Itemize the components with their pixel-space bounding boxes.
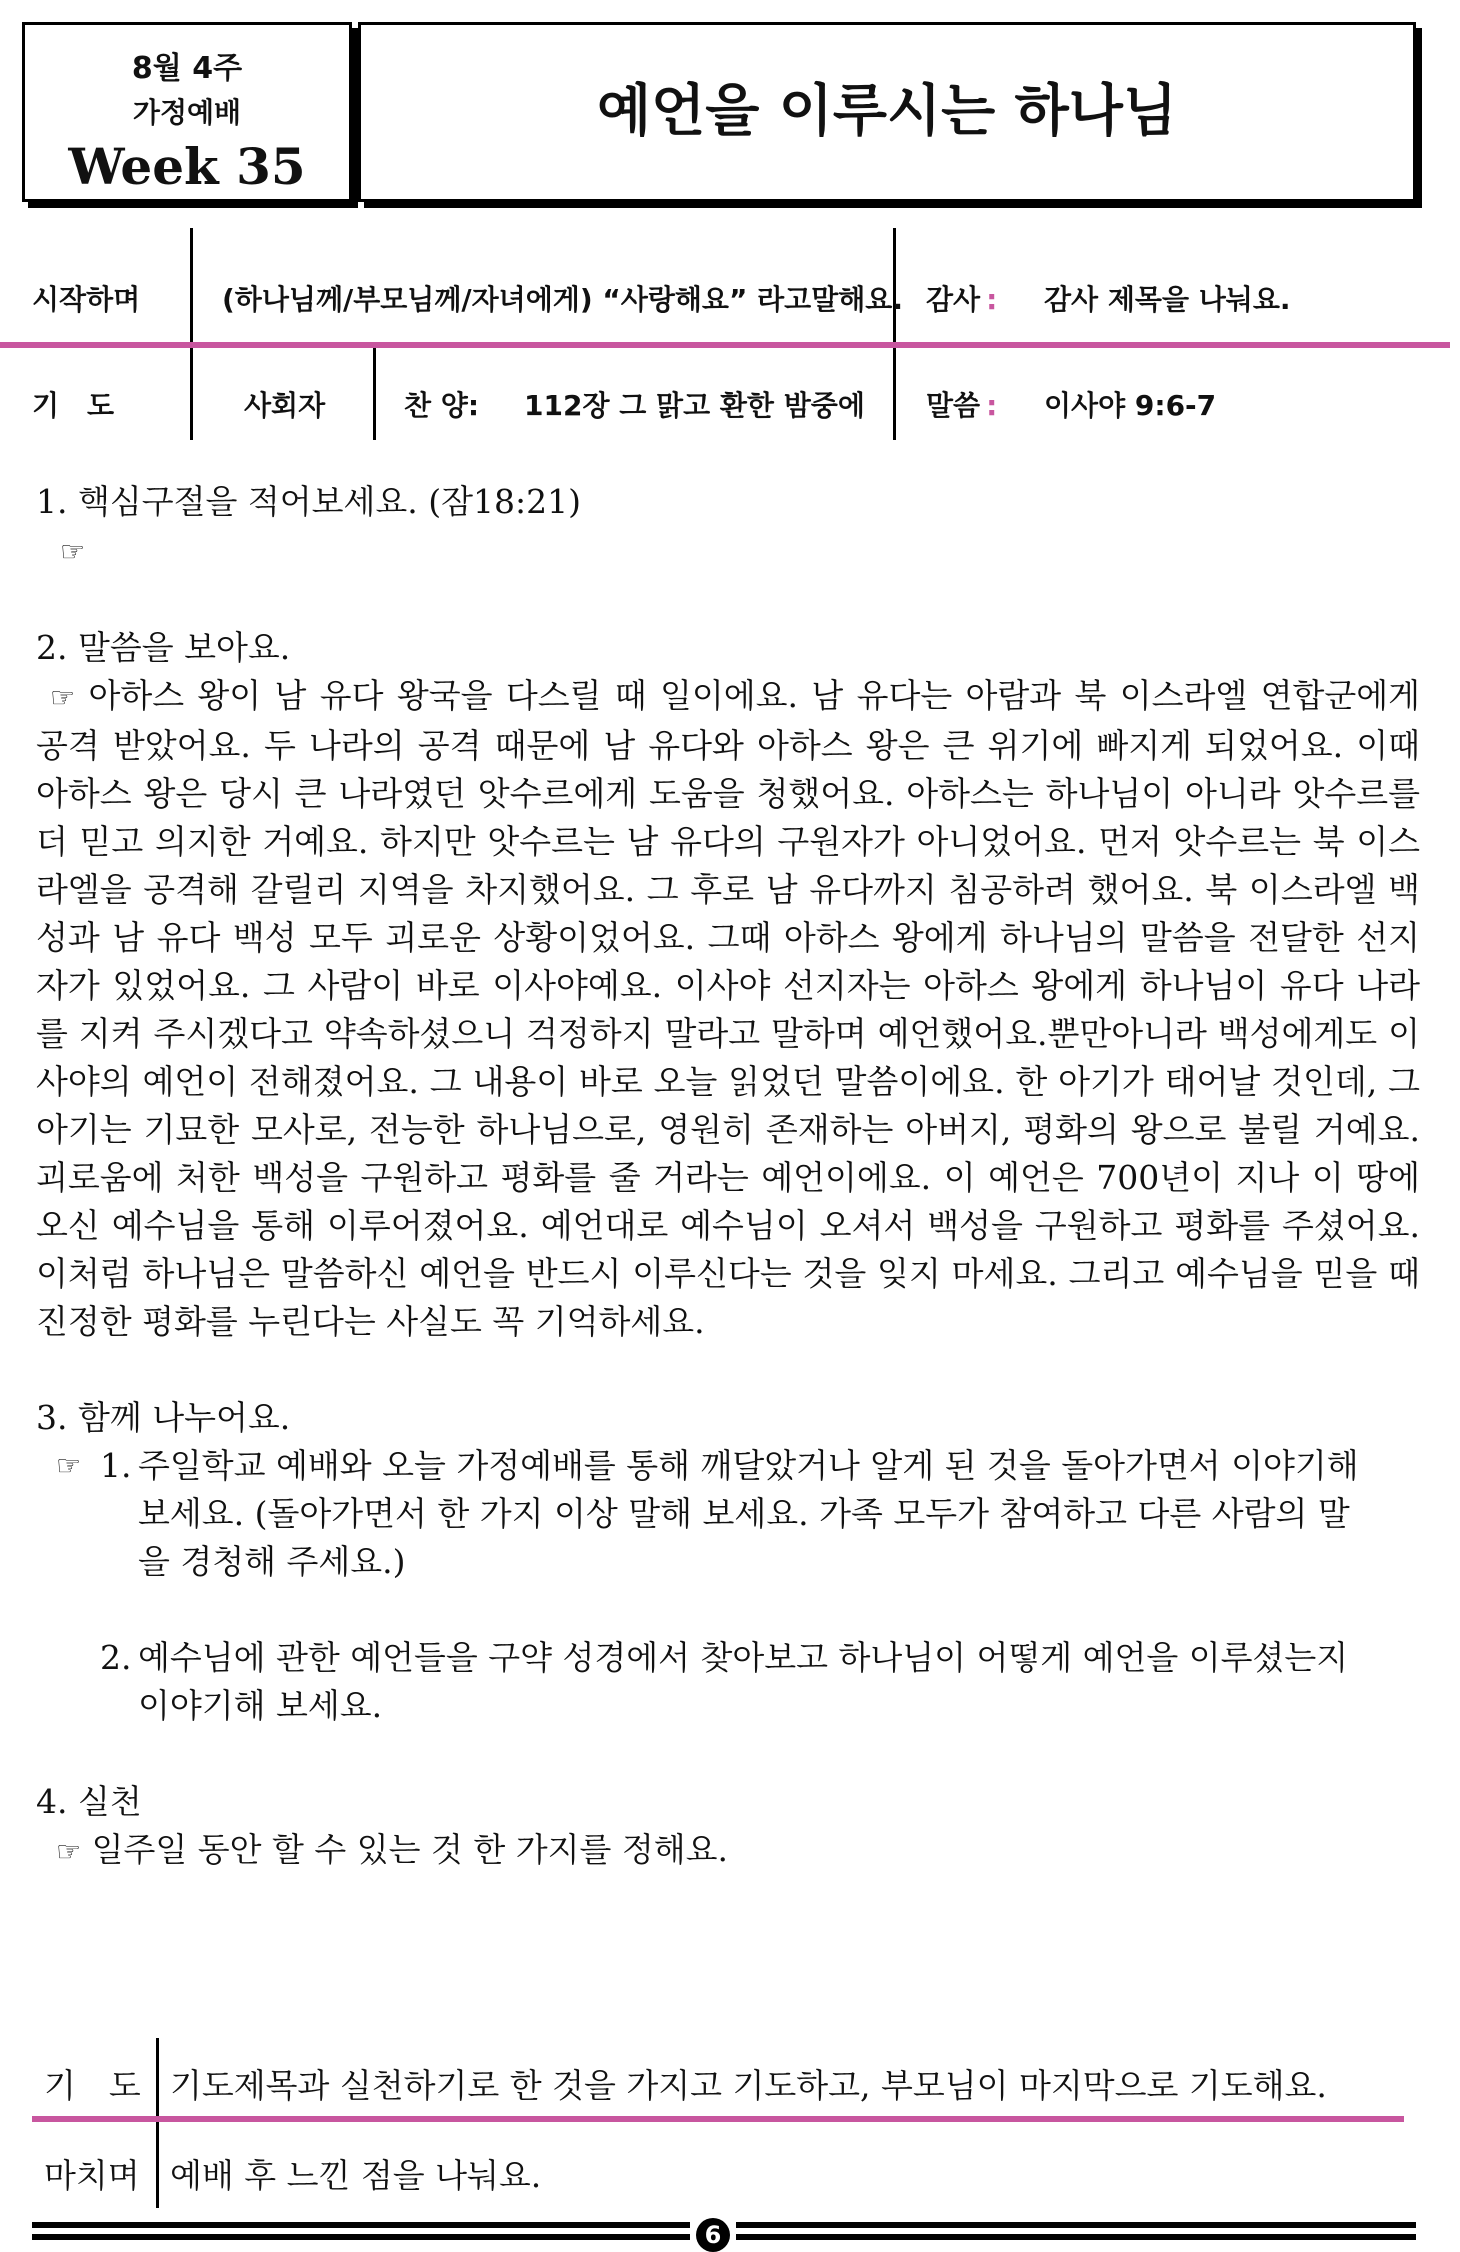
table-divider [156,2038,159,2208]
row-separator [0,342,1450,348]
week-date: 8월 4주 [131,51,243,86]
worship-kind: 가정예배 [132,96,242,129]
prayer-label: 기 도 [32,389,115,422]
page-title: 예언을 이루시는 하나님 [597,79,1177,144]
word-label: 말씀 : [926,389,998,422]
pointing-hand-icon: ☞ [50,681,76,714]
pointing-hand-icon: ☞ [56,1835,82,1868]
closing-end-text: 예배 후 느낀 점을 나눠요. [170,2156,542,2195]
discussion-question-1 [36,1442,1420,1586]
hymn-label: 찬 양: [404,389,480,422]
table-divider [373,346,376,440]
word-text: 이사야 9:6-7 [1044,389,1217,422]
question-number: 2. [100,1638,132,1677]
question-text: 예수님에 관한 예언들을 구약 성경에서 찾아보고 하나님이 어떻게 예언을 이루셨는지 이야기해 보세요. [138,1638,1349,1725]
question-number: 1. [100,1446,132,1485]
table-divider [190,228,193,440]
thanks-text: 감사 제목을 나눠요. [1044,283,1291,316]
page-number: 6 [696,2218,730,2252]
section-1-title: 1. 핵심구절을 적어보세요. (잠18:21) [36,482,581,521]
week-info-box [22,22,352,202]
section-3-title: 3. 함께 나누어요. [36,1398,291,1437]
question-text: 주일학교 예배와 오늘 가정예배를 통해 깨달았거나 알게 된 것을 돌아가면서 이야기해 보세요. (돌아가면서 한 가지 이상 말해 보세요. 가족 모두가 참여하고 다른 사람의 말을 경청해 주세요.) [138,1446,1359,1581]
practice-line [36,1826,1420,1876]
table-divider [893,228,896,440]
section-2-title: 2. 말씀을 보아요. [36,628,291,667]
pointing-hand-icon: ☞ [60,535,86,568]
closing-prayer-text: 기도제목과 실천하기로 한 것을 가지고 기도하고, 부모님이 마지막으로 기도해요. [170,2066,1327,2105]
thanks-label: 감사 : [926,283,998,316]
section-2-body: ☞ 아하스 왕이 남 유다 왕국을 다스릴 때 일이에요. 남 유다는 아람과 북 이스라엘 연합군에게 공격 받았어요. 두 나라의 공격 때문에 남 유다와 아하스 왕은 큰 위기에 빠지게 되었어요. 이때 아하스 왕은 당시 큰 나라였던 앗수르에게 도움을 청했어요. 아하스는 하나님이 아니라 앗수르를 더 믿고 의지한 거예요. 하지만 앗수르는 남 유다의 구원자가 아니었어요. 먼저 앗수르는 북 이스라엘을 공격해 갈릴리 지역을 차지했어요. 그 후로 남 유다까지 침공하려 했어요. 북 이스라엘 백성과 남 유다 백성 모두 괴로운 상황이었어요. 그때 아하스 왕에게 하나님의 말씀을 전달한 선지자가 있었어요. 그 사람이 바로 이사야예요. 이사야 선지자는 아하스 왕에게 하나님이 유다 나라를 지켜 주시겠다고 약속하셨으니 걱정하지 말라고 말하며 예언했어요.뿐만아니라 백성에게도 이사야의 예언이 전해졌어요. 그 내용이 바로 오늘 읽었던 말씀이에요. 한 아기가 태어날 것인데, 그 아기는 기묘한 모사로, 전능한 하나님으로, 영원히 존재하는 아버지, 평화의 왕으로 불릴 거예요. 괴로움에 처한 백성을 구원하고 평화를 줄 거라는 예언이에요. 이 예언은 700년이 지나 이 땅에 오신 예수님을 통해 이루어졌어요. 예언대로 예수님이 오셔서 백성을 구원하고 평화를 주셨어요. 이처럼 하나님은 말씀하신 예언을 반드시 이루신다는 것을 잊지 마세요. 그리고 예수님을 믿을 때 진정한 평화를 누린다는 사실도 꼭 기억하세요. [36,676,1420,1341]
section-4-title: 4. 실천 [36,1782,142,1821]
word-colon: : [986,389,998,422]
row-separator [32,2116,1404,2122]
leader-label: 사회자 [244,389,326,422]
worship-content [36,478,1420,1876]
discussion-question-2 [36,1634,1420,1730]
closing-end-label: 마치며 [44,2156,140,2195]
pointing-hand-icon: ☞ [56,1449,82,1482]
start-label: 시작하며 [32,283,141,316]
thanks-colon: : [986,283,998,316]
start-text: (하나님께/부모님께/자녀에게) “사랑해요” 라고말해요. [222,283,903,316]
week-number: Week 35 [68,137,306,196]
title-box [358,22,1416,202]
practice-text: 일주일 동안 할 수 있는 것 한 가지를 정해요. [91,1830,728,1869]
hymn-text: 112장 그 맑고 환한 밤중에 [524,389,865,422]
closing-prayer-label: 기 도 [44,2066,141,2105]
